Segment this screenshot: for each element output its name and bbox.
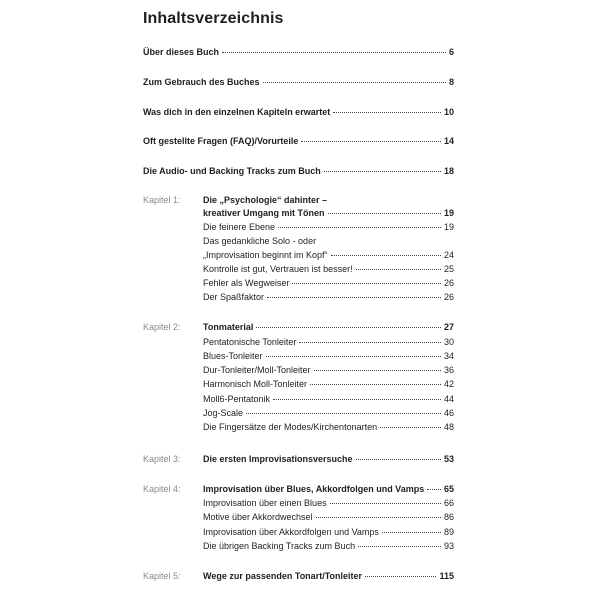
toc-entry-label: Improvisation über Akkordfolgen und Vamps bbox=[203, 527, 379, 537]
toc-entry-label: Die Fingersätze der Modes/Kirchentonarten bbox=[203, 422, 378, 432]
dot-leader bbox=[356, 457, 441, 460]
toc-entry-label: Die feinere Ebene bbox=[203, 222, 276, 232]
toc-subentry[interactable] bbox=[203, 421, 454, 433]
dot-leader bbox=[310, 382, 441, 385]
toc-entry-label: Harmonisch Moll-Tonleiter bbox=[203, 379, 308, 389]
dot-leader bbox=[314, 368, 441, 371]
dot-leader bbox=[267, 295, 441, 298]
toc-subentry[interactable] bbox=[203, 511, 454, 523]
toc-entry-page: 53 bbox=[443, 454, 454, 464]
toc-subentry[interactable] bbox=[203, 336, 454, 348]
chapter-number: Kapitel 5: bbox=[143, 571, 181, 581]
toc-entry-page: 93 bbox=[443, 541, 454, 551]
dot-leader bbox=[382, 530, 441, 533]
chapter-number: Kapitel 4: bbox=[143, 484, 181, 494]
toc-entry[interactable] bbox=[143, 46, 454, 58]
toc-subentry[interactable] bbox=[203, 393, 454, 405]
toc-entry[interactable] bbox=[143, 76, 454, 88]
toc-entry-label: Dur-Tonleiter/Moll-Tonleiter bbox=[203, 365, 311, 375]
toc-entry-page: 36 bbox=[443, 365, 454, 375]
dot-leader bbox=[292, 281, 441, 284]
toc-entry-label: Kontrolle ist gut, Vertrauen ist besser! bbox=[203, 264, 353, 274]
toc-entry-label: Was dich in den einzelnen Kapiteln erwartet bbox=[143, 107, 331, 117]
dot-leader bbox=[356, 267, 441, 270]
dot-leader bbox=[266, 354, 441, 357]
toc-entry-page: 65 bbox=[443, 484, 454, 494]
toc-entry-page: 26 bbox=[443, 278, 454, 288]
toc-entry-page: 10 bbox=[443, 107, 454, 117]
dot-leader bbox=[301, 139, 441, 142]
toc-entry-page: 27 bbox=[443, 322, 454, 332]
toc-entry-page: 30 bbox=[443, 337, 454, 347]
toc-entry-page: 48 bbox=[443, 422, 454, 432]
toc-entry-label: Pentatonische Tonleiter bbox=[203, 337, 297, 347]
chapter-title[interactable] bbox=[203, 483, 454, 495]
toc-subentry[interactable] bbox=[203, 526, 454, 538]
dot-leader bbox=[358, 544, 441, 547]
toc-subentry[interactable] bbox=[203, 378, 454, 390]
dot-leader bbox=[380, 425, 441, 428]
dot-leader bbox=[299, 340, 441, 343]
toc-entry[interactable] bbox=[143, 135, 454, 147]
dot-leader bbox=[316, 515, 441, 518]
toc-entry-label: „Improvisation beginnt im Kopf“ bbox=[203, 250, 328, 260]
toc-entry-label: Improvisation über Blues, Akkordfolgen und Vamps bbox=[203, 484, 425, 494]
toc-entry-page: 6 bbox=[448, 47, 454, 57]
dot-leader bbox=[333, 110, 441, 113]
toc-entry[interactable] bbox=[143, 106, 454, 118]
chapter-number: Kapitel 3: bbox=[143, 454, 181, 464]
toc-entry-page: 89 bbox=[443, 527, 454, 537]
toc-entry-page: 18 bbox=[443, 166, 454, 176]
toc-entry-label: Jog-Scale bbox=[203, 408, 244, 418]
toc-subentry[interactable] bbox=[203, 263, 454, 275]
toc-entry-page: 26 bbox=[443, 292, 454, 302]
toc-entry-label: Motive über Akkordwechsel bbox=[203, 512, 313, 522]
toc-subentry[interactable] bbox=[203, 407, 454, 419]
dot-leader bbox=[278, 225, 441, 228]
dot-leader bbox=[328, 211, 441, 214]
toc-subentry[interactable] bbox=[203, 350, 454, 362]
toc-entry-page: 86 bbox=[443, 512, 454, 522]
toc-entry-label: Fehler als Wegweiser bbox=[203, 278, 290, 288]
toc-entry-page: 66 bbox=[443, 498, 454, 508]
dot-leader bbox=[365, 574, 436, 577]
dot-leader bbox=[263, 80, 446, 83]
toc-subentry-line: Das gedankliche Solo - oder bbox=[203, 236, 317, 246]
toc-subentry[interactable] bbox=[203, 540, 454, 552]
chapter-title-line: Die „Psychologie“ dahinter – bbox=[203, 195, 328, 205]
toc-entry-page: 14 bbox=[443, 136, 454, 146]
toc-entry-page: 115 bbox=[439, 571, 454, 581]
dot-leader bbox=[331, 253, 441, 256]
chapter-title[interactable] bbox=[203, 207, 454, 219]
toc-subentry[interactable] bbox=[203, 364, 454, 376]
page-title: Inhaltsverzeichnis bbox=[143, 10, 284, 27]
toc-entry-page: 19 bbox=[443, 222, 454, 232]
toc-entry-page: 42 bbox=[443, 379, 454, 389]
toc-entry-page: 19 bbox=[443, 208, 454, 218]
toc-entry[interactable] bbox=[143, 165, 454, 177]
toc-entry-label: Zum Gebrauch des Buches bbox=[143, 77, 260, 87]
chapter-number: Kapitel 2: bbox=[143, 322, 181, 332]
toc-entry-page: 8 bbox=[448, 77, 454, 87]
chapter-title[interactable] bbox=[203, 570, 454, 582]
dot-leader bbox=[222, 50, 446, 53]
toc-entry-page: 44 bbox=[443, 394, 454, 404]
toc-entry-page: 24 bbox=[443, 250, 454, 260]
dot-leader bbox=[427, 487, 441, 490]
dot-leader bbox=[246, 411, 441, 414]
toc-entry-label: Improvisation über einen Blues bbox=[203, 498, 327, 508]
chapter-title[interactable] bbox=[203, 321, 454, 333]
toc-entry-label: Oft gestellte Fragen (FAQ)/Vorurteile bbox=[143, 136, 299, 146]
toc-subentry[interactable] bbox=[203, 249, 454, 261]
toc-subentry[interactable] bbox=[203, 497, 454, 509]
toc-entry-label: Die übrigen Backing Tracks zum Buch bbox=[203, 541, 356, 551]
toc-entry-label: Die ersten Improvisationsversuche bbox=[203, 454, 353, 464]
dot-leader bbox=[324, 169, 441, 172]
dot-leader bbox=[256, 325, 441, 328]
dot-leader bbox=[330, 501, 441, 504]
toc-entry-label: Wege zur passenden Tonart/Tonleiter bbox=[203, 571, 363, 581]
toc-entry-label: Tonmaterial bbox=[203, 322, 254, 332]
toc-subentry[interactable] bbox=[203, 277, 454, 289]
toc-entry-label: kreativer Umgang mit Tönen bbox=[203, 208, 325, 218]
toc-entry-label: Moll6-Pentatonik bbox=[203, 394, 271, 404]
toc-entry-page: 46 bbox=[443, 408, 454, 418]
toc-entry-label: Die Audio- und Backing Tracks zum Buch bbox=[143, 166, 321, 176]
dot-leader bbox=[273, 397, 441, 400]
toc-subentry[interactable] bbox=[203, 291, 454, 303]
toc-entry-label: Blues-Tonleiter bbox=[203, 351, 263, 361]
toc-entry-page: 34 bbox=[443, 351, 454, 361]
chapter-title[interactable] bbox=[203, 453, 454, 465]
toc-entry-label: Der Spaßfaktor bbox=[203, 292, 265, 302]
toc-entry-label: Über dieses Buch bbox=[143, 47, 220, 57]
chapter-number: Kapitel 1: bbox=[143, 195, 181, 205]
toc-subentry[interactable] bbox=[203, 221, 454, 233]
toc-entry-page: 25 bbox=[443, 264, 454, 274]
